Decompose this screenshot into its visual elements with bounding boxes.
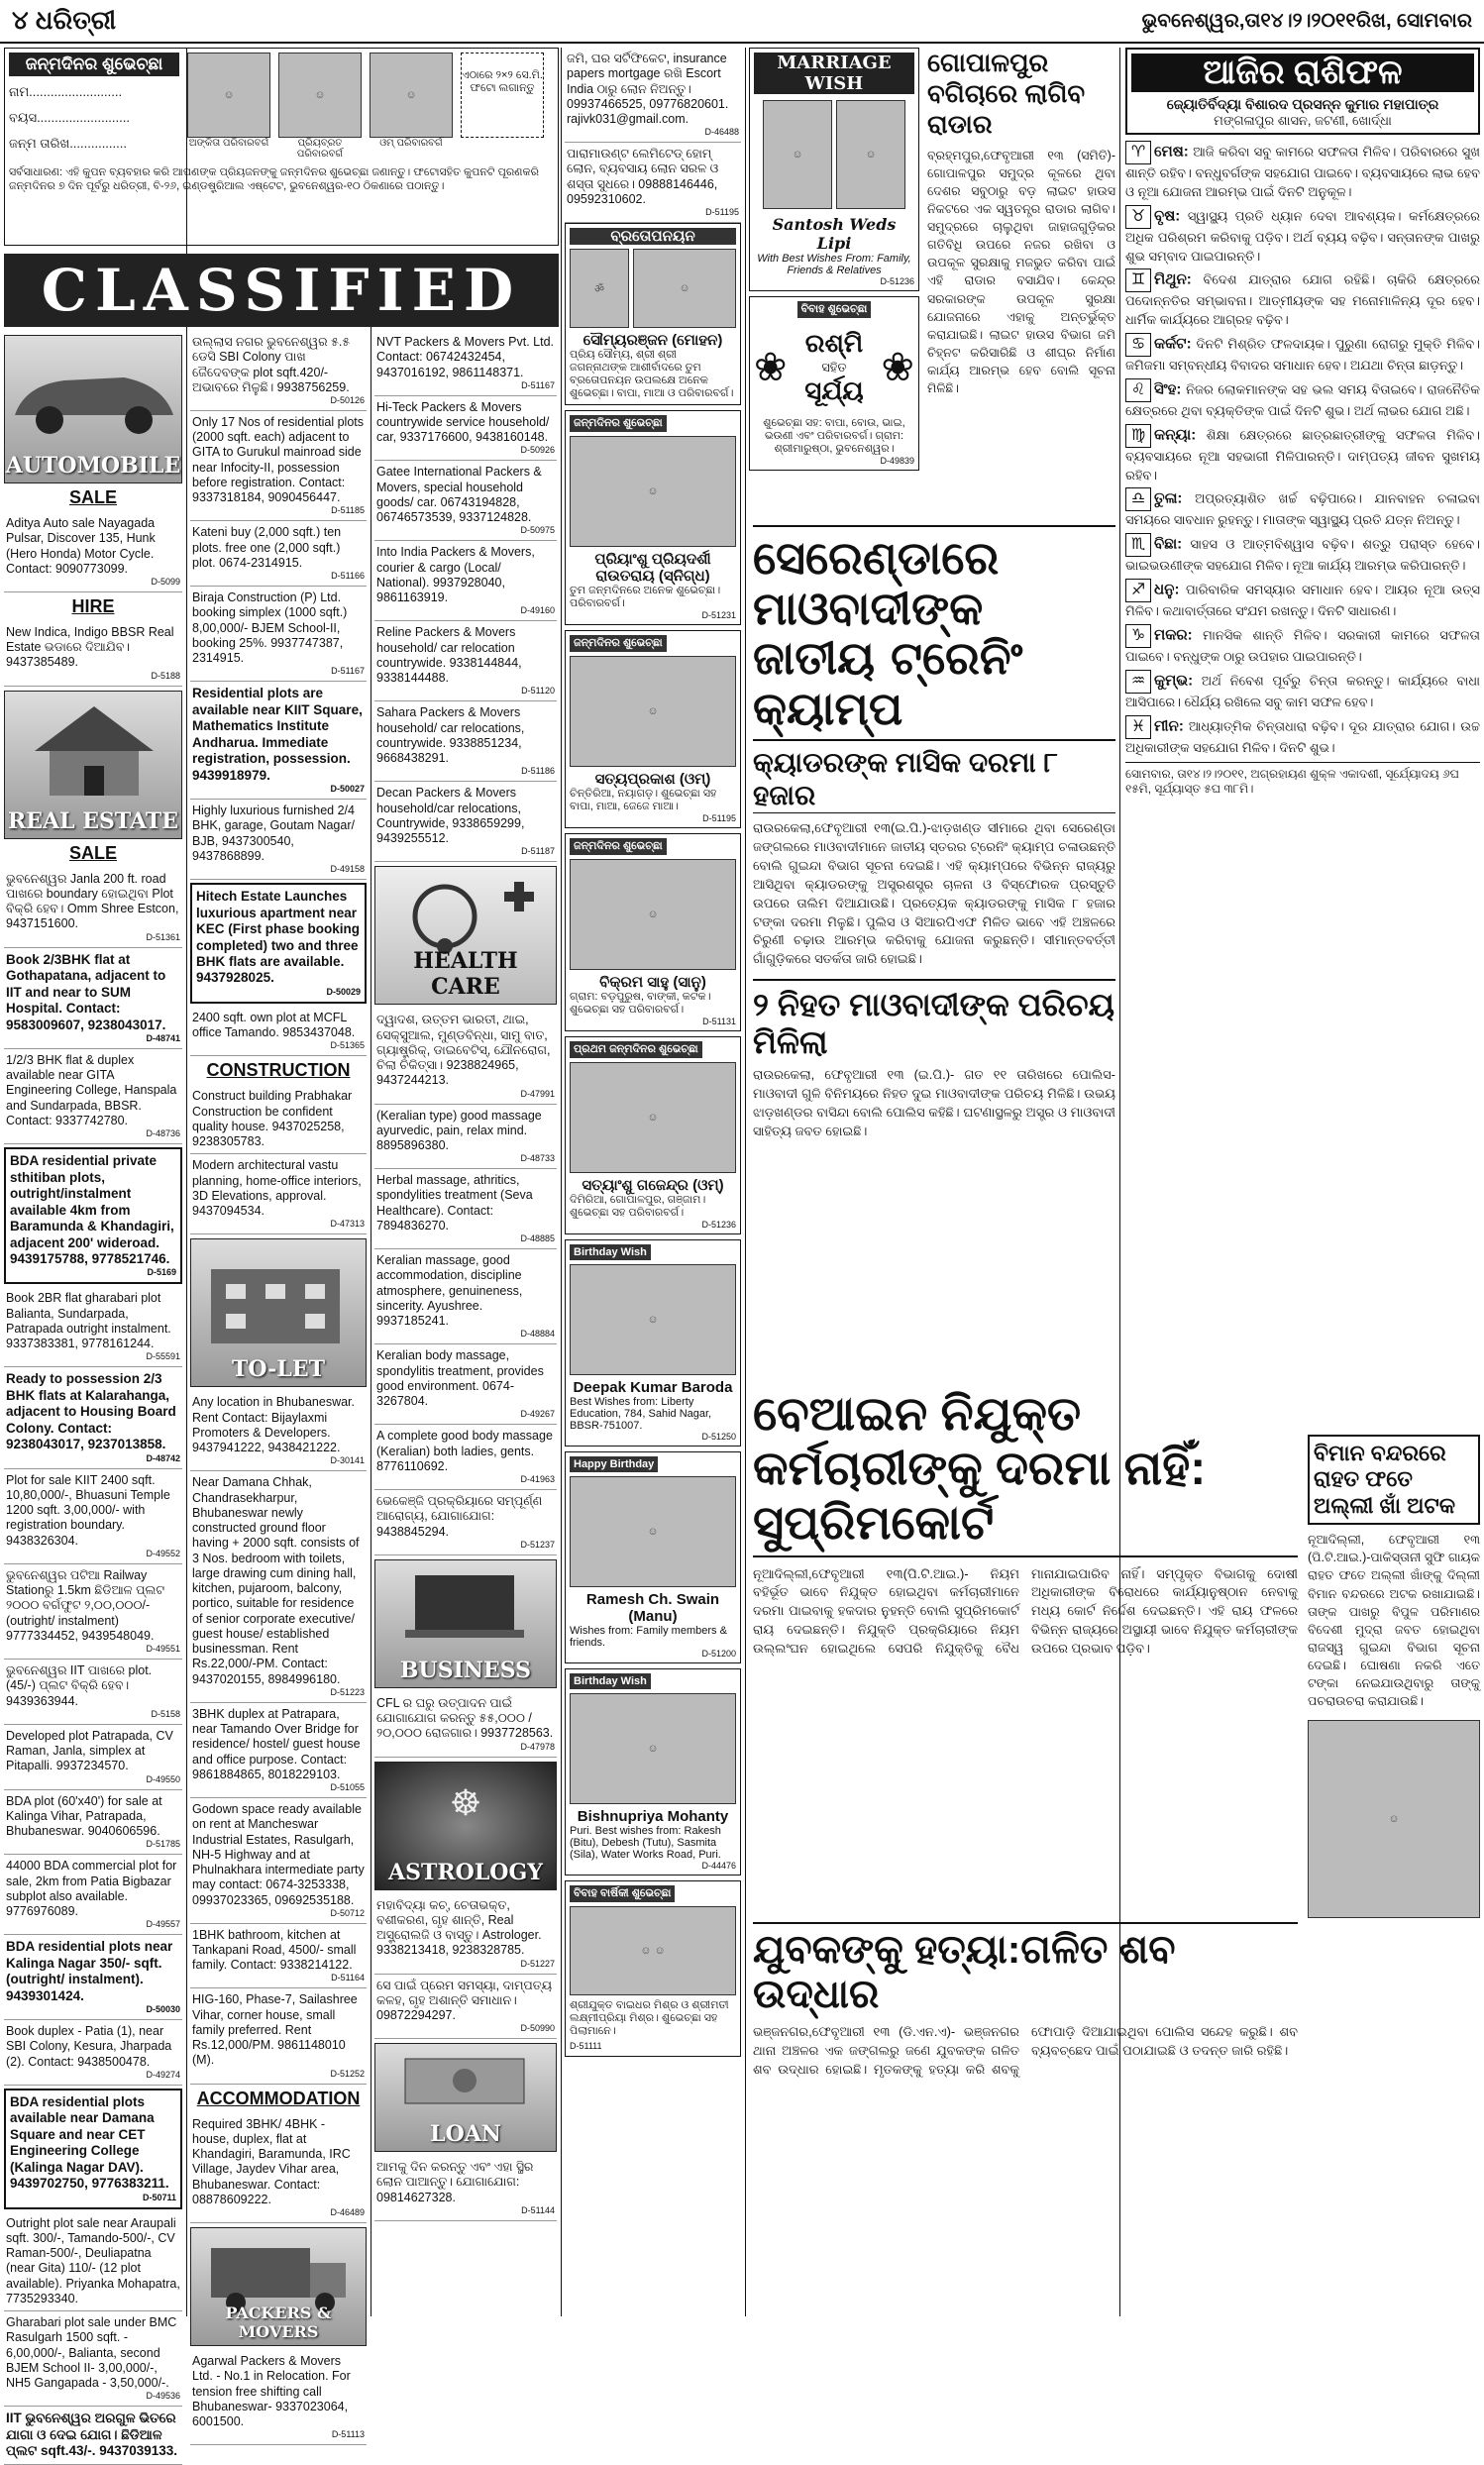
classified-ad: ଦ୍ୱାଦଶ, ଉତ୍ତମ ଭାରତୀ, ଥାଇ, ସେକ୍ସୁଆଲ, ମୁଣ୍ଡବିନ୍ଧା, ସାମୁ ବାତ, ଗ୍ୟାଷ୍ଟ୍ରିକ୍, ଡାଇବେଟିସ୍, ଯୌନରୋଗ, ଚିଲା ଚିକିତ୍ସା। 9238824965, 9437244213. D-47991: [374, 1009, 557, 1104]
story-body: ନୂଆଦିଲ୍ଲୀ, ଫେବୃଆରୀ ୧୩ (ପି.ଟି.ଆଇ.)-ପାକିସ୍ତାନୀ ସୁଫି ଗାୟକ ରାହତ ଫତେ ଅଲ୍ଲୀ ଖାଁଙ୍କୁ ଦିଲ୍ଲୀ ବିମାନ ବନ୍ଦରରେ ଅଟକ ରଖାଯାଇଛି। ତାଙ୍କ ପାଖରୁ ବିପୁଳ ପରିମାଣର ବିଦେଶୀ ମୁଦ୍ରା ଜବତ ହୋଇଥିବା ରାଜସ୍ୱ ଗୁଇନ୍ଦା ବିଭାଗ ସୂଚନା ଦେଇଛି। ଘୋଷଣା ନକରି ଏତେ ଟଙ୍କା ନେଇଯାଉଥିବାରୁ ତାଙ୍କୁ ପଚରାଉଚରା କରାଯାଉଛି।: [1308, 1533, 1480, 1709]
wish-name: ବିକ୍ରମ ସାହୁ (ସାନୁ): [599, 974, 706, 992]
groom-photo: ☺: [763, 100, 832, 209]
zodiac-sign-name: କନ୍ୟା:: [1154, 426, 1197, 444]
classified-ad: Book duplex - Patia (1), near SBI Colony, Kesura, Jharpada (2). Contact: 9438500478. D-49274: [4, 2020, 182, 2086]
horoscope-entry: [1125, 378, 1480, 421]
classified-ad: ସେ ପାଇଁ ପ୍ରେମ ସମସ୍ୟା, ଦାମ୍ପତ୍ୟ କଳହ, ଗୃହ ଅଶାନ୍ତି ସମାଧାନ। 09872294297. D-50990: [374, 1975, 557, 2040]
construction-heading: CONSTRUCTION: [206, 1060, 351, 1081]
person-photo: ☺: [570, 1062, 736, 1173]
column-rule: [561, 48, 562, 2316]
singer-photo: ☺: [1308, 1720, 1480, 1918]
zodiac-sign-icon: ♒: [1125, 670, 1151, 694]
business-label: BUSINESS: [399, 1657, 532, 1683]
wish-text: ଦିମିରିଆ, ଗୋପାଳପୁର, ଗଞ୍ଜାମ। ଶୁଭେଚ୍ଛା ସହ ପରିବାରବର୍ଗ।: [570, 1194, 706, 1220]
wish-tag: ବିବାହ ବାର୍ଷିକୀ ଶୁଭେଚ୍ଛା: [570, 1885, 675, 1902]
business-banner: [374, 1559, 557, 1688]
ads-list: [374, 1894, 557, 2040]
story-headline: ବେଆଇନ ନିଯୁକ୍ତ କର୍ମଚାରୀଙ୍କୁ ଦରମା ନାହିଁ: ସୁପ୍ରିମକୋର୍ଟ: [753, 1387, 1298, 1557]
horoscope-entry: [1125, 533, 1480, 576]
story-headline: ଯୁବକଙ୍କୁ ହତ୍ୟା:ଗଳିତ ଶବ ଉଦ୍ଧାର: [753, 1922, 1298, 2017]
bride-photo: ☺: [836, 100, 905, 209]
horoscope-title: ଆଜିର ରାଶିଫଳ: [1131, 54, 1474, 92]
child-photo: ☺: [187, 53, 270, 138]
classified-ad: Ready to possession 2/3 BHK flats at Kalarahanga, adjacent to Housing Board Colony. Contact: 9238043017, 9237013858. D-48742: [4, 1367, 182, 1468]
classified-ad: Biraja Construction (P) Ltd. booking simplex (1000 sqft.) 8,00,000/- BJEM School-II, booking 25%. 9937747387, 2314915. D-51167: [190, 587, 367, 682]
ads-list: [374, 331, 557, 862]
classified-ad: BDA plot (60'x40') for sale at Kalinga Vihar, Patrapada, Bhubaneswar. 9040606596. D-51785: [4, 1790, 182, 1856]
health-care-banner: [374, 866, 557, 1005]
child-photo: ☺: [370, 53, 453, 138]
birthday-wish: [565, 630, 741, 828]
wish-text: ଶ୍ରୀଯୁକ୍ତ ବାଇଧର ମିଶ୍ର ଓ ଶ୍ରୀମତୀ ଲକ୍ଷ୍ମୀପ୍ରିୟା ମିଶ୍ର। ଶୁଭେଚ୍ଛା ସହ ପିଲାମାନେ।: [570, 1999, 729, 2038]
story-subheadline: କ୍ୟାଡରଙ୍କ ମାସିକ ଦରମା ୮ ହଜାର: [753, 747, 1115, 813]
zodiac-sign-name: ସିଂହ:: [1154, 380, 1182, 398]
zodiac-sign-name: ବିଛା:: [1154, 535, 1183, 553]
ads-list: [374, 1009, 557, 1555]
zodiac-sign-icon: ♊: [1125, 268, 1151, 292]
classified-ad: Aditya Auto sale Nayagada Pulsar, Discover 135, Hunk (Hero Honda) Motor Cycle. Contact: 9090773099. D-5099: [4, 512, 182, 592]
wish-title: ବ୍ରତୋପନୟନ: [570, 228, 736, 245]
bride-name: ରଶ୍ମି: [804, 328, 864, 358]
real-estate-label: REAL ESTATE: [7, 807, 179, 834]
masthead: [0, 0, 1484, 44]
ads-list: [565, 48, 741, 223]
classified-ad: ଭୁବନେଶ୍ୱର IIT ପାଖରେ plot. (45/-) ପ୍ଲଟ ବିକ୍ରି ହେବ। 9439363944. D-5158: [4, 1660, 182, 1725]
story-body: ନୂଆଦିଲ୍ଲୀ,ଫେବୃଆରୀ ୧୩(ପି.ଟି.ଆଇ.)- ନିୟମ ବହିର୍ଭୂତ ଭାବେ ନିଯୁକ୍ତ ହୋଇଥିବା କର୍ମଚାରୀମାନେ ଦରମା ପାଇବାକୁ ହକଦାର ନୁହନ୍ତି ବୋଲି ସୁପ୍ରିମକୋର୍ଟ ରାୟ ଦେଇଛନ୍ତି। ନିଯୁକ୍ତି ପ୍ରକ୍ରିୟାରେ ନିୟମ ଉଲ୍ଲଂଘନ ହୋଇଥିଲେ ସେପରି ନିଯୁକ୍ତିକୁ ବୈଧ ମାନାଯାଇପାରିବ ନାହିଁ। ସମ୍ପୃକ୍ତ ବିଭାଗକୁ ଦୋଷୀ ଅଧିକାରୀଙ୍କ ବିରୋଧରେ କାର୍ଯ୍ୟାନୁଷ୍ଠାନ ନେବାକୁ ମଧ୍ୟ କୋର୍ଟ ନିର୍ଦ୍ଦେଶ ଦେଇଛନ୍ତି। ଏହି ରାୟ ଫଳରେ ବିଭିନ୍ନ ରାଜ୍ୟରେ ଅସ୍ଥାୟୀ ଭାବେ ନିଯୁକ୍ତ କର୍ମଚାରୀଙ୍କ ଉପରେ ପ୍ରଭାବ ପଡ଼ିବ।: [753, 1565, 1298, 1656]
classified-ad: Highly luxurious furnished 2/4 BHK, garage, Goutam Nagar/ BJB, 9437300540, 9437868899. D-49158: [190, 800, 367, 880]
accommodation-heading: ACCOMMODATION: [196, 2088, 361, 2108]
hire-heading: HIRE: [71, 595, 115, 616]
sale-heading: SALE: [68, 487, 117, 507]
horoscope-text: ପାରିବାରିକ ସମସ୍ୟାର ସମାଧାନ ହେବ। ଆୟର ନୂଆ ଉତ୍ସ ମିଳିବ। କଥାବାର୍ତ୍ତାରେ ସଂଯମ ରଖନ୍ତୁ। ଦିନଟି ସାଧାରଣ।: [1125, 582, 1480, 619]
vivaha-wish: ବିବାହ ଶୁଭେଚ୍ଛା ❀ ରଶ୍ମି ସହିତ ସୂର୍ଯ୍ୟ ❀ ଶୁଭେଚ୍ଛା ସହ: ବାପା, ବୋଉ, ଭାଇ, ଭଉଣୀ ଏବଂ ପରିବାରବର୍ଗ। ଗ୍ରାମ: ଶ୍ରୀମାରୁଷ୍ଠା, ଭୁବନେଶ୍ୱର। D-49839: [749, 296, 919, 471]
horoscope-text: ଅର୍ଥ ନିବେଶ ପୂର୍ବରୁ ଚିନ୍ତା କରନ୍ତୁ। କାର୍ଯ୍ୟରେ ବାଧା ଆସିପାରେ। ଧୈର୍ଯ୍ୟ ରଖିଲେ ସବୁ କାମ ସଫଳ ହେବ।: [1125, 673, 1480, 709]
coupon-title: ଜନ୍ମଦିନର ଶୁଭେଚ୍ଛା: [9, 53, 179, 76]
ads-list: [190, 2350, 367, 2445]
classified-ad: Into India Packers & Movers, courier & cargo (Local/ National). 9937928040, 9861163919. D-49160: [374, 541, 557, 621]
ad-code: D-51195: [702, 813, 736, 824]
issue-date: ଭୁବନେଶ୍ୱର,ତା୧୪।୨।୨୦୧୧ରିଖ, ସୋମବାର: [1141, 9, 1472, 32]
zodiac-sign-icon: ♌: [1125, 378, 1151, 402]
loan-label: LOAN: [430, 2121, 501, 2148]
wish-name: Ramesh Ch. Swain (Manu): [585, 1591, 720, 1626]
zodiac-wheel-icon: ☸: [449, 1781, 482, 1823]
ads-list: [190, 1391, 367, 2084]
story-headline: ୨ ନିହତ ମାଓବାଦୀଙ୍କ ପରିଚୟ ମିଳିଲା: [753, 987, 1115, 1061]
news-story: [927, 48, 1115, 523]
horoscope-entry: [1125, 141, 1480, 202]
classified-ad: HIG-160, Phase-7, Sailashree Vihar, corner house, small family preferred. Rent Rs.12,000/PM. 9861148010 (M). D-51252: [190, 1988, 367, 2084]
zodiac-sign-icon: ♏: [1125, 533, 1151, 557]
ads-list: [374, 2156, 557, 2221]
classified-ad: Residential plots are available near KIIT Square, Mathematics Institute Andharua. Immediate registration, possession. 9439918979. D-50027: [190, 682, 367, 800]
zodiac-sign-icon: ♐: [1125, 579, 1151, 602]
classified-ad: Herbal massage, athritics, spondylities treatment (Seva Healthcare). Contact: 7894836270. D-48885: [374, 1169, 557, 1249]
zodiac-sign-icon: ♍: [1125, 424, 1151, 448]
wish-name: ସୌମ୍ୟରଞ୍ଜନ (ମୋହନ): [583, 332, 723, 350]
birthday-wish: [565, 410, 741, 625]
ads-list: [190, 2113, 367, 2223]
person-photo: ☺: [570, 656, 736, 767]
horoscope-section: [1125, 48, 1480, 1435]
groom-name: ସୂର୍ଯ୍ୟ: [804, 375, 864, 405]
coupon-name-field[interactable]: ନାମ..........................: [9, 84, 123, 99]
person-photo: ☺: [570, 859, 736, 970]
decorative-figure-icon: ❀: [881, 346, 914, 389]
classified-ad: Godown space ready available on rent at Mancheswar Industrial Estates, Rasulgarh, NH-5 Highway and at Phulnakhara intermediate party may contact: 0674-3253338, 09937023365, 09692535188. D-50712: [190, 1798, 367, 1924]
classified-ad: Developed plot Patrapada, CV Raman, Janla, simplex at Pitapalli. 9937234570. D-49550: [4, 1725, 182, 1790]
real-estate-banner: [4, 691, 182, 839]
zodiac-sign-name: କୁମ୍ଭ:: [1154, 672, 1194, 690]
wish-tag: Birthday Wish: [570, 1244, 651, 1260]
wish-text: Puri. Best wishes from: Rakesh (Bitu), Debesh (Tutu), Sasmita (Sila), Water Works Road, Puri.: [570, 1825, 721, 1862]
classified-ad: Decan Packers & Movers household/car relocations, Countrywide, 9338659299, 9439255512. D-51187: [374, 782, 557, 862]
wish-name: ପ୍ରିୟାଂଶୁ ପ୍ରିୟଦର୍ଶୀ ରାଉତରାୟ (ସ୍ନିଗ୍ଧ): [594, 551, 711, 586]
classified-ad: ଭୁବନେଶ୍ୱର ପଟିଆ Railway Stationରୁ 1.5km ଛିଡିଆଳ ପ୍ଲଟ ୨୦୦୦ ବର୍ଗଫୁଟ ୨,୦୦,୦୦୦/- (outright/ instalment) 9777334452, 9439548049. D-49551: [4, 1564, 182, 1660]
classified-ad: Gharabari plot sale under BMC Rasulgarh 1500 sqft. - 6,00,000/-, Balianta, second BJEM School II- 3,00,000/-, NH5 Gangapada - 3,50,000/-. D-49536: [4, 2311, 182, 2407]
building-icon: [191, 1239, 366, 1348]
classified-ad: ଭୁବନେଶ୍ୱର Janla 200 ft. road ପାଖରେ boundary ହୋଇଥିବା Plot ବିକ୍ରି ହେବ। Omm Shree Estcon, 9437151600. D-51361: [4, 868, 182, 948]
marriage-wish: MARRIAGE WISH ☺ ☺ Santosh Weds Lipi With Best Wishes From: Family, Friends & Relatives D-51236: [749, 48, 919, 291]
ads-list: [374, 1692, 557, 1758]
zodiac-sign-icon: ♉: [1125, 205, 1151, 229]
wish-tag: Happy Birthday: [570, 1456, 658, 1472]
horoscope-text: ଆଜି କରିବା ସବୁ କାମରେ ସଫଳତା ମିଳିବ। ପରିବାରରେ ସୁଖ ଶାନ୍ତି ରହିବ। ବନ୍ଧୁବର୍ଗଙ୍କ ସହଯୋଗ ପାଇବେ। ବ୍ୟବସାୟରେ ଲାଭ ହେବ ଓ ନୂଆ ଯୋଜନା ଆରମ୍ଭ ପାଇଁ ଦିନଟି ଅନୁକୂଳ।: [1125, 144, 1480, 199]
car-icon: [5, 336, 181, 445]
birthday-wish: [565, 833, 741, 1031]
horoscope-entry: [1125, 624, 1480, 667]
classified-ad: 1/2/3 BHK flat & duplex available near GITA Engineering College, Hanspala and Sundarpada, BBSR. Contact: 9337742780. D-48736: [4, 1049, 182, 1144]
ad-code: D-51231: [701, 610, 736, 621]
real-estate-ads: [4, 868, 182, 2465]
classified-column-1: [4, 331, 182, 2459]
horoscope-entry: [1125, 268, 1480, 330]
zodiac-sign-name: ମେଷ:: [1154, 143, 1189, 161]
ad-code: D-44476: [701, 1861, 736, 1872]
classified-ad: Book 2/3BHK flat at Gothapatana, adjacent to IIT and near to SUM Hospital. Contact: 9583009607, 9238043017. D-48741: [4, 948, 182, 1049]
wish-text: ଚିନ୍ତିରିଆ, ନୟାଗଡ଼। ଶୁଭେଚ୍ଛା ସହ ବାପା, ମାଆ, ଜେଜେ ମାଆ।: [570, 788, 717, 813]
horoscope-entry: [1125, 333, 1480, 375]
zodiac-sign-name: ମୀନ:: [1154, 717, 1184, 735]
classified-ad: ଜମି, ଘର ସର୍ଟିଫିକେଟ, insurance papers mortgage ରଖି Escort India ଠାରୁ ଲୋନ ନିଅନ୍ତୁ। 09937466525, 09776820601. rajivk031@gmail.com. D-46488: [565, 48, 741, 143]
horoscope-text: ଅପ୍ରତ୍ୟାଶିତ ଖର୍ଚ୍ଚ ବଢ଼ିପାରେ। ଯାନବାହନ ଚଳାଇବା ସମୟରେ ସାବଧାନ ରୁହନ୍ତୁ। ମାତାଙ୍କ ସ୍ୱାସ୍ଥ୍ୟ ପ୍ରତି ଯତ୍ନ ନିଅନ୍ତୁ।: [1125, 490, 1480, 528]
ad-code: D-51236: [701, 1220, 736, 1231]
zodiac-sign-icon: ♋: [1125, 333, 1151, 357]
child-photo: ☺: [633, 249, 736, 328]
classified-column-2: [190, 331, 367, 2440]
astrologer-address: ମଙ୍ଗଳାପୁର ଶାସନ, ଜଟଣୀ, ଖୋର୍ଦ୍ଧା: [1214, 113, 1392, 128]
classified-ad: ଆମକୁ ଦିନ କରନ୍ତୁ ଏବଂ ଏହା ସ୍ଥିର ଲୋନ ପାଆନ୍ତୁ। ଯୋଗାଯୋଗ: 09814627328. D-51144: [374, 2156, 557, 2221]
classified-ad: 3BHK duplex at Patrapara, near Tamando Over Bridge for residence/ hostel/ guest house and office purpose. Contact: 9861884865, 8018229103. D-51055: [190, 1703, 367, 1798]
horoscope-list: [1125, 141, 1480, 758]
wish-tag: ଜନ୍ମଦିନର ଶୁଭେଚ୍ଛା: [570, 838, 667, 855]
person-photo: ☺: [570, 1476, 736, 1587]
classified-ad: 1BHK bathroom, kitchen at Tankapani Road, 4500/- small family. Contact: 9338214122. D-51164: [190, 1924, 367, 1989]
story-body: ବ୍ରହ୍ମପୁର,ଫେବୃଆରୀ ୧୩ (ସମିତି)- ଗୋପାଳପୁର ସମୁଦ୍ର କୂଳରେ ଥିବା ଦେଶର ସବୁଠାରୁ ବଡ଼ ଲାଇଟ ହାଉସ ନିକଟରେ ଏକ ସ୍ୱତନ୍ତ୍ର ରାଡାର ଲାଗିବ। ସମୁଦ୍ରରେ ଚାଲୁଥିବା ଜାହାଜଗୁଡ଼ିକର ଗତିବିଧି ଉପରେ ନଜର ରଖିବା ଓ ଉପକୂଳ ସୁରକ୍ଷାକୁ ମଜଭୁତ କରିବା ପାଇଁ ଏହି ରାଡାର ବସାଯିବ। କେନ୍ଦ୍ର ସରକାରଙ୍କ ଉପକୂଳ ସୁରକ୍ଷା ଯୋଜନାରେ ଏହାକୁ ଅନ୍ତର୍ଭୁକ୍ତ କରାଯାଇଛି। ଲାଇଟ ହାଉସ ବିଭାଗ ଜମି ଚିହ୍ନଟ କରିସାରିଛି ଓ ଶୀଘ୍ର ନିର୍ମାଣ କାର୍ଯ୍ୟ ଆରମ୍ଭ ହେବ ବୋଲି ସୂଚନା ମିଳିଛି।: [927, 148, 1115, 396]
zodiac-sign-icon: ♑: [1125, 624, 1151, 648]
marriage-title: MARRIAGE WISH: [754, 53, 914, 94]
story-body: ରାଉରକେଲା, ଫେବୃଆରୀ ୧୩ (ଇ.ପି.)- ଗତ ୧୧ ତାରିଖରେ ପୋଲିସ-ମାଓବାଦୀ ଗୁଳି ବିନିମୟରେ ନିହତ ଦୁଇ ମାଓବାଦୀଙ୍କ ପରିଚୟ ମିଳିଛି। ଉଭୟ ଝାଡ଼ଖଣ୍ଡର ବାସିନ୍ଦା ବୋଲି ପୋଲିସ କହିଛି। ଘଟଣାସ୍ଥଳରୁ ଅସ୍ତ୍ର ଓ ମାଓବାଦୀ ସାହିତ୍ୟ ଜବତ ହୋଇଛି।: [753, 1067, 1115, 1138]
classified-ad: ଭେକେଞ୍ଜି ପ୍ରକ୍ରିୟାରେ ସମ୍ପୂର୍ଣ୍ଣ ଆରୋଗ୍ୟ, ଯୋଗାଯୋଗ: 9438845294. D-51237: [374, 1490, 557, 1555]
sale-heading: SALE: [68, 842, 117, 863]
classified-ad: Keralian massage, good accommodation, discipline atmosphere, genuineness, sincerity. Ayushree. 9937185241. D-48884: [374, 1249, 557, 1344]
classified-ad: Reline Packers & Movers household/ car relocation countrywide. 9338144844, 9338144488. D-51120: [374, 621, 557, 701]
classified-ad: NVT Packers & Movers Pvt. Ltd. Contact: 06742432454, 9437016192, 9861148371. D-51167: [374, 331, 557, 396]
panjika: ସୋମବାର, ତା୧୪।୨।୨୦୧୧, ଅଗ୍ରହାୟଣ ଶୁକ୍ଳ ଏକାଦଶୀ, ସୂର୍ଯ୍ୟୋଦୟ ୬ଘ ୧୫ମି, ସୂର୍ଯ୍ୟାସ୍ତ ୫ଘ ୩୮ମି।: [1125, 762, 1480, 797]
classified-ad: Kateni buy (2,000 sqft.) ten plots. free one (2,000 sqft.) plot. 0674-2314915. D-51166: [190, 521, 367, 587]
photo-placeholder[interactable]: ଏଠାରେ ୨×୨ ସେ.ମି. ଫଟୋ ଲଗାନ୍ତୁ: [461, 53, 544, 138]
classified-ad: A complete good body massage (Keralian) both ladies, gents. 8776110692. D-41963: [374, 1425, 557, 1490]
story-headline: ସେରେଣ୍ଡାରେ ମାଓବାଦୀଙ୍କ ଜାତୀୟ ଟ୍ରେନିଂ କ୍ୟାମ୍ପ: [753, 531, 1023, 735]
photo-caption: ପ୍ରିୟବ୍ରତ ପରିବାରବର୍ଗ: [296, 138, 344, 160]
astrology-banner: [374, 1762, 557, 1890]
classified-ad: BDA residential plots available near Damana Square and near CET Engineering College (Kalinga Nagar DAV). 9439702750, 9776383211. D-50711: [4, 2089, 182, 2209]
wish-name: Bishnupriya Mohanty: [577, 1808, 729, 1826]
classified-ad: (Keralian type) good massage ayurvedic, pain, relax mind. 8895896380. D-48733: [374, 1105, 557, 1170]
astrologer-name: ଜ୍ୟୋତିର୍ବିଦ୍ୟା ବିଶାରଦ ପ୍ରସନ୍ନ କୁମାର ମହାପାତ୍ର: [1166, 96, 1439, 112]
astrology-label: ASTROLOGY: [388, 1859, 543, 1885]
classified-ad: Any location in Bhubaneswar. Rent Contact: Bijaylaxmi Promoters & Developers. 9437941222, 9438421222. D-30141: [190, 1391, 367, 1471]
coupon-age-field[interactable]: ବୟସ..........................: [9, 110, 130, 125]
story-headline: ବିମାନ ବନ୍ଦରରେ ରାହତ ଫତେ ଅଲ୍ଲୀ ଖାଁ ଅଟକ: [1308, 1435, 1480, 1525]
zodiac-sign-name: ତୁଳା:: [1154, 489, 1183, 507]
child-photo: ☺: [278, 53, 362, 138]
photo-caption: ଅଙ୍କିତା ପରିବାରବର୍ଗ: [188, 138, 269, 149]
classified-ad: Modern architectural vastu planning, home-office interiors, 3D Elevations, approval. 9437094534. D-47313: [190, 1154, 367, 1234]
classified-ad: 2400 sqft. own plot at MCFL office Tamando. 9853437048. D-51365: [190, 1007, 367, 1056]
classified-ad: Only 17 Nos of residential plots (2000 sqft. each) adjacent to GITA to Gurukul mainroad side near Infocity-II, possession before registration. Contact: 9337318184, 9090456447. D-51185: [190, 411, 367, 521]
zodiac-sign-name: ମିଥୁନ:: [1154, 270, 1192, 288]
wish-text: ତୁମ ଜନ୍ମଦିନରେ ଅନେକ ଶୁଭେଚ୍ଛା। ପରିବାରବର୍ଗ।: [570, 585, 721, 610]
horoscope-entry: [1125, 487, 1480, 530]
wishes-list: [565, 410, 741, 1234]
birthday-wish: [565, 1451, 741, 1663]
classified-ad: Sahara Packers & Movers household/ car relocations, countrywide. 9338851234, 9668438291. D-51186: [374, 701, 557, 782]
coupon-instructions: ସର୍ବସାଧାରଣ: ଏହି କୁପନ ବ୍ୟବହାର କରି ଆପଣଙ୍କ ପ୍ରିୟଜନଙ୍କୁ ଜନ୍ମଦିନର ଶୁଭେଚ୍ଛା ଜଣାନ୍ତୁ। ଫଟୋସହିତ କୁପନଟି ପୂରଣକରି ଜନ୍ମଦିନର ୭ ଦିନ ପୂର୍ବରୁ ଧରିତ୍ରୀ, ବି-୨୬, ଇଣ୍ଡଷ୍ଟ୍ରିଆଲ ଏଷ୍ଟେଟ, ଭୁବନେଶ୍ୱର-୧୦ ଠିକଣାରେ ପଠାନ୍ତୁ।: [9, 166, 539, 193]
column-rule: [186, 48, 187, 2316]
horoscope-text: ଆଧ୍ୟାତ୍ମିକ ଚିନ୍ତାଧାରା ବଢ଼ିବ। ଦୂର ଯାତ୍ରାର ଯୋଗ। ଉଚ୍ଚ ଅଧିକାରୀଙ୍କ ସହଯୋଗ ମିଳିବ। ଦିନଟି ଶୁଭ।: [1125, 718, 1480, 755]
classified-ad: ଉଲ୍ଲାସ ନଗର ଭୁବନେଶ୍ୱର ୫.୫ ଡେସି SBI Colony ପାଖ ଜୈଦେବଙ୍କ plot sqft.420/- ଅଭାବରେ ମିଳୁଛି। 9938756259. D-50126: [190, 331, 367, 411]
zodiac-sign-name: ମକର:: [1154, 626, 1193, 644]
birthday-coupon: [4, 48, 559, 254]
horoscope-entry: [1125, 205, 1480, 267]
classified-ad: Near Damana Chhak, Chandrasekharpur, Bhubaneswar newly constructed ground floor having + 2000 sqft. consists of 3 Nos. bedroom with toilets, large drawing cum dining hall, kitchen, pujaroom, balcony, portico, suitable for residence of senior corporate executive/ guest house/ established businessman. Rent Rs.22,000/-PM. Contact: 9437020155, 8984996180. D-51223: [190, 1471, 367, 1702]
wish-name: ସତ୍ୟାଂଶୁ ଗଜେନ୍ଦ୍ର (ଓମ୍): [582, 1177, 724, 1195]
person-photo: ☺: [570, 436, 736, 547]
ad-code: D-51250: [701, 1432, 736, 1443]
story-body: ଭଞ୍ଜନଗର,ଫେବୃଆରୀ ୧୩ (ଡି.ଏନ.ଏ)- ଭଞ୍ଜନଗର ଥାନା ଅଞ୍ଚଳର ଏକ ଜଙ୍ଗଲରୁ ଜଣେ ଯୁବକଙ୍କ ଗଳିତ ଶବ ଉଦ୍ଧାର ହୋଇଛି। ମୃତକଙ୍କୁ ହତ୍ୟା କରି ଶବକୁ ଫୋପାଡ଼ି ଦିଆଯାଇଥିବା ପୋଲିସ ସନ୍ଦେହ କରୁଛି। ଶବ ବ୍ୟବଚ୍ଛେଦ ପାଇଁ ପଠାଯାଇଛି ଓ ତଦନ୍ତ ଜାରି ରହିଛି।: [753, 2024, 1298, 2077]
ad-code: D-51200: [701, 1649, 736, 1660]
wish-text: ଗ୍ରାମ: ବଡ଼ପୁରୁଷ, ବାଙ୍କୀ, କଟକ। ଶୁଭେଚ୍ଛା ସହ ପରିବାରବର୍ଗ।: [570, 991, 711, 1017]
ads-list: [190, 1085, 367, 1234]
couple-photo: ☺ ☺: [570, 1906, 736, 1995]
birthday-wishes-list: [565, 1239, 741, 1876]
coupon-dob-field[interactable]: ଜନ୍ମ ତାରିଖ................: [9, 136, 127, 151]
wish-tag: ପ୍ରଥମ ଜନ୍ମଦିନର ଶୁଭେଚ୍ଛା: [570, 1041, 702, 1058]
classified-ad: Hitech Estate Launches luxurious apartment near KEC (First phase booking completed) two and three BHK flats are available. 9437928025. D-50029: [190, 883, 367, 1004]
zodiac-sign-icon: ♓: [1125, 715, 1151, 739]
ads-list: [190, 331, 367, 1056]
wish-text: Best Wishes from: Liberty Education, 784, Sahid Nagar, BBSR-751007.: [570, 1396, 712, 1433]
horoscope-entry: [1125, 579, 1480, 621]
laptop-icon: [375, 1560, 556, 1650]
horoscope-entry: [1125, 715, 1480, 758]
ad-code: D-51131: [702, 1017, 736, 1027]
to-let-banner: [190, 1238, 367, 1387]
automobile-banner: [4, 335, 182, 483]
news-story: [753, 1387, 1298, 1912]
horoscope-text: ସାହସ ଓ ଆତ୍ମବିଶ୍ୱାସ ବଢ଼ିବ। ଶତ୍ରୁ ପରାସ୍ତ ହେବେ। ଭାଇଭଉଣୀଙ୍କ ସହଯୋଗ ମିଳିବ। ନୂଆ କାର୍ଯ୍ୟ ଆରମ୍ଭ କରିପାରନ୍ତି।: [1125, 536, 1480, 574]
classified-ad: CFL ର ଘରୁ ଉତ୍ପାଦନ ପାଇଁ ଯୋଗାଯୋଗ କରନ୍ତୁ ୫୫,୦୦୦ / ୨୦,୦୦୦ ରୋଜଗାର। 9937728563. D-47978: [374, 1692, 557, 1758]
wish-name: Deepak Kumar Baroda: [573, 1379, 733, 1397]
person-photo: ☺: [570, 1264, 736, 1375]
classified-ad: Hi-Teck Packers & Movers countrywide service household/ car, 9337176600, 9438160148. D-50926: [374, 396, 557, 462]
decorative-figure-icon: ❀: [754, 346, 788, 389]
couple-names: Santosh Weds Lipi: [772, 215, 897, 253]
classified-ad: Gatee International Packers & Movers, special household goods/ car. 06743194828, 06746573539, 9337124828. D-50975: [374, 461, 557, 541]
wish-text: With Best Wishes From: Family, Friends & Relatives: [757, 253, 911, 276]
horoscope-text: ନିଜର ଲୋକମାନଙ୍କ ସହ ଭଲ ସମୟ ବିତାଇବେ। ରାଜନୈତିକ କ୍ଷେତ୍ରରେ ଥିବା ବ୍ୟକ୍ତିଙ୍କ ପାଇଁ ଦିନଟି ଶୁଭ। ଅର୍ଥ ଲାଭର ଯୋଗ ଅଛି।: [1125, 381, 1480, 418]
column-rule: [745, 48, 746, 2316]
zodiac-sign-name: ଧନୁ:: [1154, 581, 1180, 598]
classified-ad: ମହାବିଦ୍ୟା କଚ୍, ଚେତାଭକ୍ତ, ବଶୀକରଣ, ଗୃହ ଶାନ୍ତି, Real ଅସ୍ଟ୍ରୋଲଜି ଓ ବାସ୍ତୁ। Astrologer. 9338213418, 9238328785. D-51227: [374, 1894, 557, 1975]
to-let-label: TO-LET: [231, 1356, 326, 1383]
classified-banner: CLASSIFIED: [4, 254, 559, 327]
loan-banner: [374, 2043, 557, 2152]
story-headline: ଗୋପାଳପୁର ବଗିଚାରେ ଲାଗିବ ରାଡାର: [927, 48, 1086, 140]
wish-tag: Birthday Wish: [570, 1673, 651, 1689]
classified-ad: BDA residential private sthitiban plots, outright/instalment available 4km from Baramunda & Khandagiri, adjacent 200' wideroad. 9439175788, 9778521746. D-5169: [4, 1147, 182, 1284]
wish-text: ଶୁଭେଚ୍ଛା ସହ: ବାପା, ବୋଉ, ଭାଇ, ଭଉଣୀ ଏବଂ ପରିବାରବର୍ଗ। ଗ୍ରାମ: ଶ୍ରୀମାରୁଷ୍ଠା, ଭୁବନେଶ୍ୱର।: [763, 417, 905, 455]
classified-ad: New Indica, Indigo BBSR Real Estate ଭଡାରେ ଦିଆଯିବ। 9437385489. D-5188: [4, 621, 182, 687]
photo-caption: ଓମ୍ ପରିବାରବର୍ଗ: [379, 138, 443, 149]
classified-ad: Plot for sale KIIT 2400 sqft. 10,80,000/-, Bhuasuni Temple 1200 sqft. 3,00,000/- with registration boundary. 9438326304. D-49552: [4, 1469, 182, 1564]
anniversary-wish: ବିବାହ ବାର୍ଷିକୀ ଶୁଭେଚ୍ଛା ☺ ☺ ଶ୍ରୀଯୁକ୍ତ ବାଇଧର ମିଶ୍ର ଓ ଶ୍ରୀମତୀ ଲକ୍ଷ୍ମୀପ୍ରିୟା ମିଶ୍ର। ଶୁଭେଚ୍ଛା ସହ ପିଲାମାନେ। D-51111: [565, 1880, 741, 2057]
birthday-wish: [565, 1668, 741, 1876]
wish-tag: ବିବାହ ଶୁଭେଚ୍ଛା: [797, 301, 872, 318]
news-story: [753, 1922, 1298, 2313]
packers-banner: [190, 2227, 367, 2346]
deity-image: ॐ: [570, 249, 629, 328]
classified-ad: Book 2BR flat gharabari plot Balianta, Sundarpada, Patrapada outright instalment. 9337383381, 9778161244. D-55591: [4, 1287, 182, 1367]
wish-tag: ଜନ୍ମଦିନର ଶୁଭେଚ୍ଛା: [570, 635, 667, 652]
birthday-wish: [565, 1239, 741, 1447]
zodiac-sign-icon: ♈: [1125, 141, 1151, 164]
horoscope-text: ମାନସିକ ଶାନ୍ତି ମିଳିବ। ସରକାରୀ କାମରେ ସଫଳତା ପାଇବେ। ବନ୍ଧୁଙ୍କ ଠାରୁ ଉପହାର ପାଇପାରନ୍ତି।: [1125, 627, 1480, 664]
news-story: [1308, 1435, 1480, 2306]
wish-text: ପ୍ରିୟ ସୌମ୍ୟ, ଶ୍ରୀ ଶ୍ରୀ ଜଗନ୍ନାଥଙ୍କ ଆଶୀର୍ବାଦରେ ତୁମ ବ୍ରତୋପନୟନ ଉପଲକ୍ଷେ ଅନେକ ଶୁଭେଚ୍ଛା। ବାପା, ମାଆ ଓ ପରିବାରବର୍ଗ।: [570, 349, 734, 400]
wishes-column: [565, 48, 741, 2316]
automobile-label: AUTOMOBILE: [5, 453, 181, 479]
zodiac-sign-name: କର୍କଟ:: [1154, 335, 1192, 353]
classified-ad: ପାରାମାଉଣ୍ଟ ଲେମିଟେଡ୍ ହୋମ୍ ଲୋନ, ବ୍ୟବସାୟ ଲୋନ ସରଳ ଓ ଶସ୍ତା ସୁଧରେ। 09888146446, 09592310602. D-51195: [565, 143, 741, 223]
classified-ad: 44000 BDA commercial plot for sale, 2km from Patia Bigbazar subplot also available. 9776976089. D-49557: [4, 1855, 182, 1935]
house-icon: [5, 692, 181, 801]
classified-ad: IIT ଭୁବନେଶ୍ୱର ଅରଗୁଳ ଭିତରେ ଯାଗା ଓ ଦେଇ ଯୋଗ। ଛିଡିଆଳ ପ୍ଲଟ sqft.43/-. 9437039133.: [4, 2407, 182, 2464]
horoscope-text: ବିଦେଶ ଯାତ୍ରାର ଯୋଗ ରହିଛି। ଚାକିରି କ୍ଷେତ୍ରରେ ପଦୋନ୍ନତିର ସମ୍ଭାବନା। ଆତ୍ମୀୟଙ୍କ ସହ ମନୋମାଳିନ୍ୟ ଦୂର ହେବ। ଧାର୍ମିକ କାର୍ଯ୍ୟରେ ଆଗ୍ରହ ବଢ଼ିବ।: [1125, 271, 1480, 328]
horoscope-text: ଶିକ୍ଷା କ୍ଷେତ୍ରରେ ଛାତ୍ରଛାତ୍ରୀଙ୍କୁ ସଫଳତା ମିଳିବ। ବ୍ୟବସାୟରେ ନୂଆ ସହଭାଗୀ ମିଳିପାରନ୍ତି। ଦାମ୍ପତ୍ୟ ଜୀବନ ସୁଖମୟ ରହିବ।: [1125, 427, 1480, 482]
bratopanayana-wish: [565, 223, 741, 405]
classified-ad: Keralian body massage, spondylitis treatment, provides good environment. 0674-3267804. D-49267: [374, 1344, 557, 1425]
classified-column-3: [374, 331, 557, 2312]
packers-label: PACKERS & MOVERS: [225, 2304, 332, 2342]
zodiac-sign-icon: ♎: [1125, 487, 1151, 511]
health-care-label: HEALTH CARE: [413, 948, 518, 1001]
horoscope-entry: [1125, 424, 1480, 485]
person-photo: ☺: [570, 1693, 736, 1804]
news-story: [753, 525, 1115, 1377]
classified-ad: Required 3BHK/ 4BHK - house, duplex, flat at Khandagiri, Baramunda, IRC Village, Jaydev Vihar area, Bhubaneswar. Contact: 08878609222. D-46489: [190, 2113, 367, 2223]
wish-text: Wishes from: Family members & friends.: [570, 1625, 727, 1650]
birthday-wish: [565, 1036, 741, 1234]
classified-ad: Agarwal Packers & Movers Ltd. - No.1 in Relocation. For tension free shifting call Bhubaneswar- 9337023064, 6001500. D-51113: [190, 2350, 367, 2445]
zodiac-sign-name: ବୃଷ:: [1154, 207, 1181, 225]
classified-ad: Construct building Prabhakar Construction be confident quality house. 9437025258, 9238305783.: [190, 1085, 367, 1154]
money-icon: [375, 2044, 556, 2113]
horoscope-text: ସ୍ୱାସ୍ଥ୍ୟ ପ୍ରତି ଧ୍ୟାନ ଦେବା ଆବଶ୍ୟକ। କର୍ମକ୍ଷେତ୍ରରେ ଅଧିକ ପରିଶ୍ରମ କରିବାକୁ ପଡ଼ିବ। ଅର୍ଥ ବ୍ୟୟ ବଢ଼ିବ। ସନ୍ତାନଙ୍କ ପାଖରୁ ଶୁଭ ସମ୍ବାଦ ପାଇପାରନ୍ତି।: [1125, 208, 1480, 264]
classified-ad: BDA residential plots near Kalinga Nagar 350/- sqft. (outright/ instalment). 9439301424. D-50030: [4, 1935, 182, 2020]
page-number: ୪ ଧରିତ୍ରୀ: [12, 5, 117, 35]
classified-ad: Outright plot sale near Araupali sqft. 300/-, Tamando-500/-, CV Raman-500/-, Deuliapatna (near Gita) 110/- (12 plot available). Priyanka Mohapatra, 7735293340.: [4, 2212, 182, 2312]
horoscope-entry: [1125, 670, 1480, 712]
wish-name: ସତ୍ୟପ୍ରକାଶ (ଓମ୍): [594, 771, 711, 789]
story-body: ରାଉରକେଲା,ଫେବୃଆରୀ ୧୩(ଇ.ପି.)-ଝାଡ଼ଖଣ୍ଡ ସୀମାରେ ଥିବା ସେରେଣ୍ଡା ଜଙ୍ଗଲରେ ମାଓବାଦୀମାନେ ଜାତୀୟ ସ୍ତରର ଟ୍ରେନିଂ କ୍ୟାମ୍ପ ଚଳାଉଛନ୍ତି ବୋଲି ଗୁଇନ୍ଦା ବିଭାଗ ସୂଚନା ଦେଇଛି। ଏହି କ୍ୟାମ୍ପରେ ବିଭିନ୍ନ ରାଜ୍ୟରୁ ଆସିଥିବା କ୍ୟାଡରଙ୍କୁ ଅସ୍ତ୍ରଶସ୍ତ୍ର ଚାଳନା ଓ ବିସ୍ଫୋରକ ପ୍ରସ୍ତୁତି ଉପରେ ତାଲିମ ଦିଆଯାଉଛି। ପ୍ରତ୍ୟେକ କ୍ୟାଡରଙ୍କୁ ମାସିକ ୮ ହଜାର ଟଙ୍କା ଦରମା ମିଳୁଛି। ପୁଲିସ ଓ ସିଆରପିଏଫ ମିଳିତ ଭାବେ ଏହି ଅଞ୍ଚଳରେ ଚିରୁଣୀ ଚଢ଼ାଉ ଆରମ୍ଭ କରିବାକୁ ଯୋଜନା କରୁଛନ୍ତି। ସୀମାନ୍ତବର୍ତ୍ତୀ ଗାଁଗୁଡ଼ିକରେ ସତର୍କତା ଜାରି ହୋଇଛି।: [753, 820, 1115, 967]
horoscope-text: ଦିନଟି ମିଶ୍ରିତ ଫଳଦାୟକ। ପୁରୁଣା ରୋଗରୁ ମୁକ୍ତି ମିଳିବ। ଜମିଜମା ସମ୍ବନ୍ଧୀୟ ବିବାଦର ସମାଧାନ ହେବ। ଅଯଥା ଚିନ୍ତା ଛାଡ଼ନ୍ତୁ।: [1125, 336, 1480, 374]
wish-tag: ଜନ୍ମଦିନର ଶୁଭେଚ୍ଛା: [570, 415, 667, 432]
